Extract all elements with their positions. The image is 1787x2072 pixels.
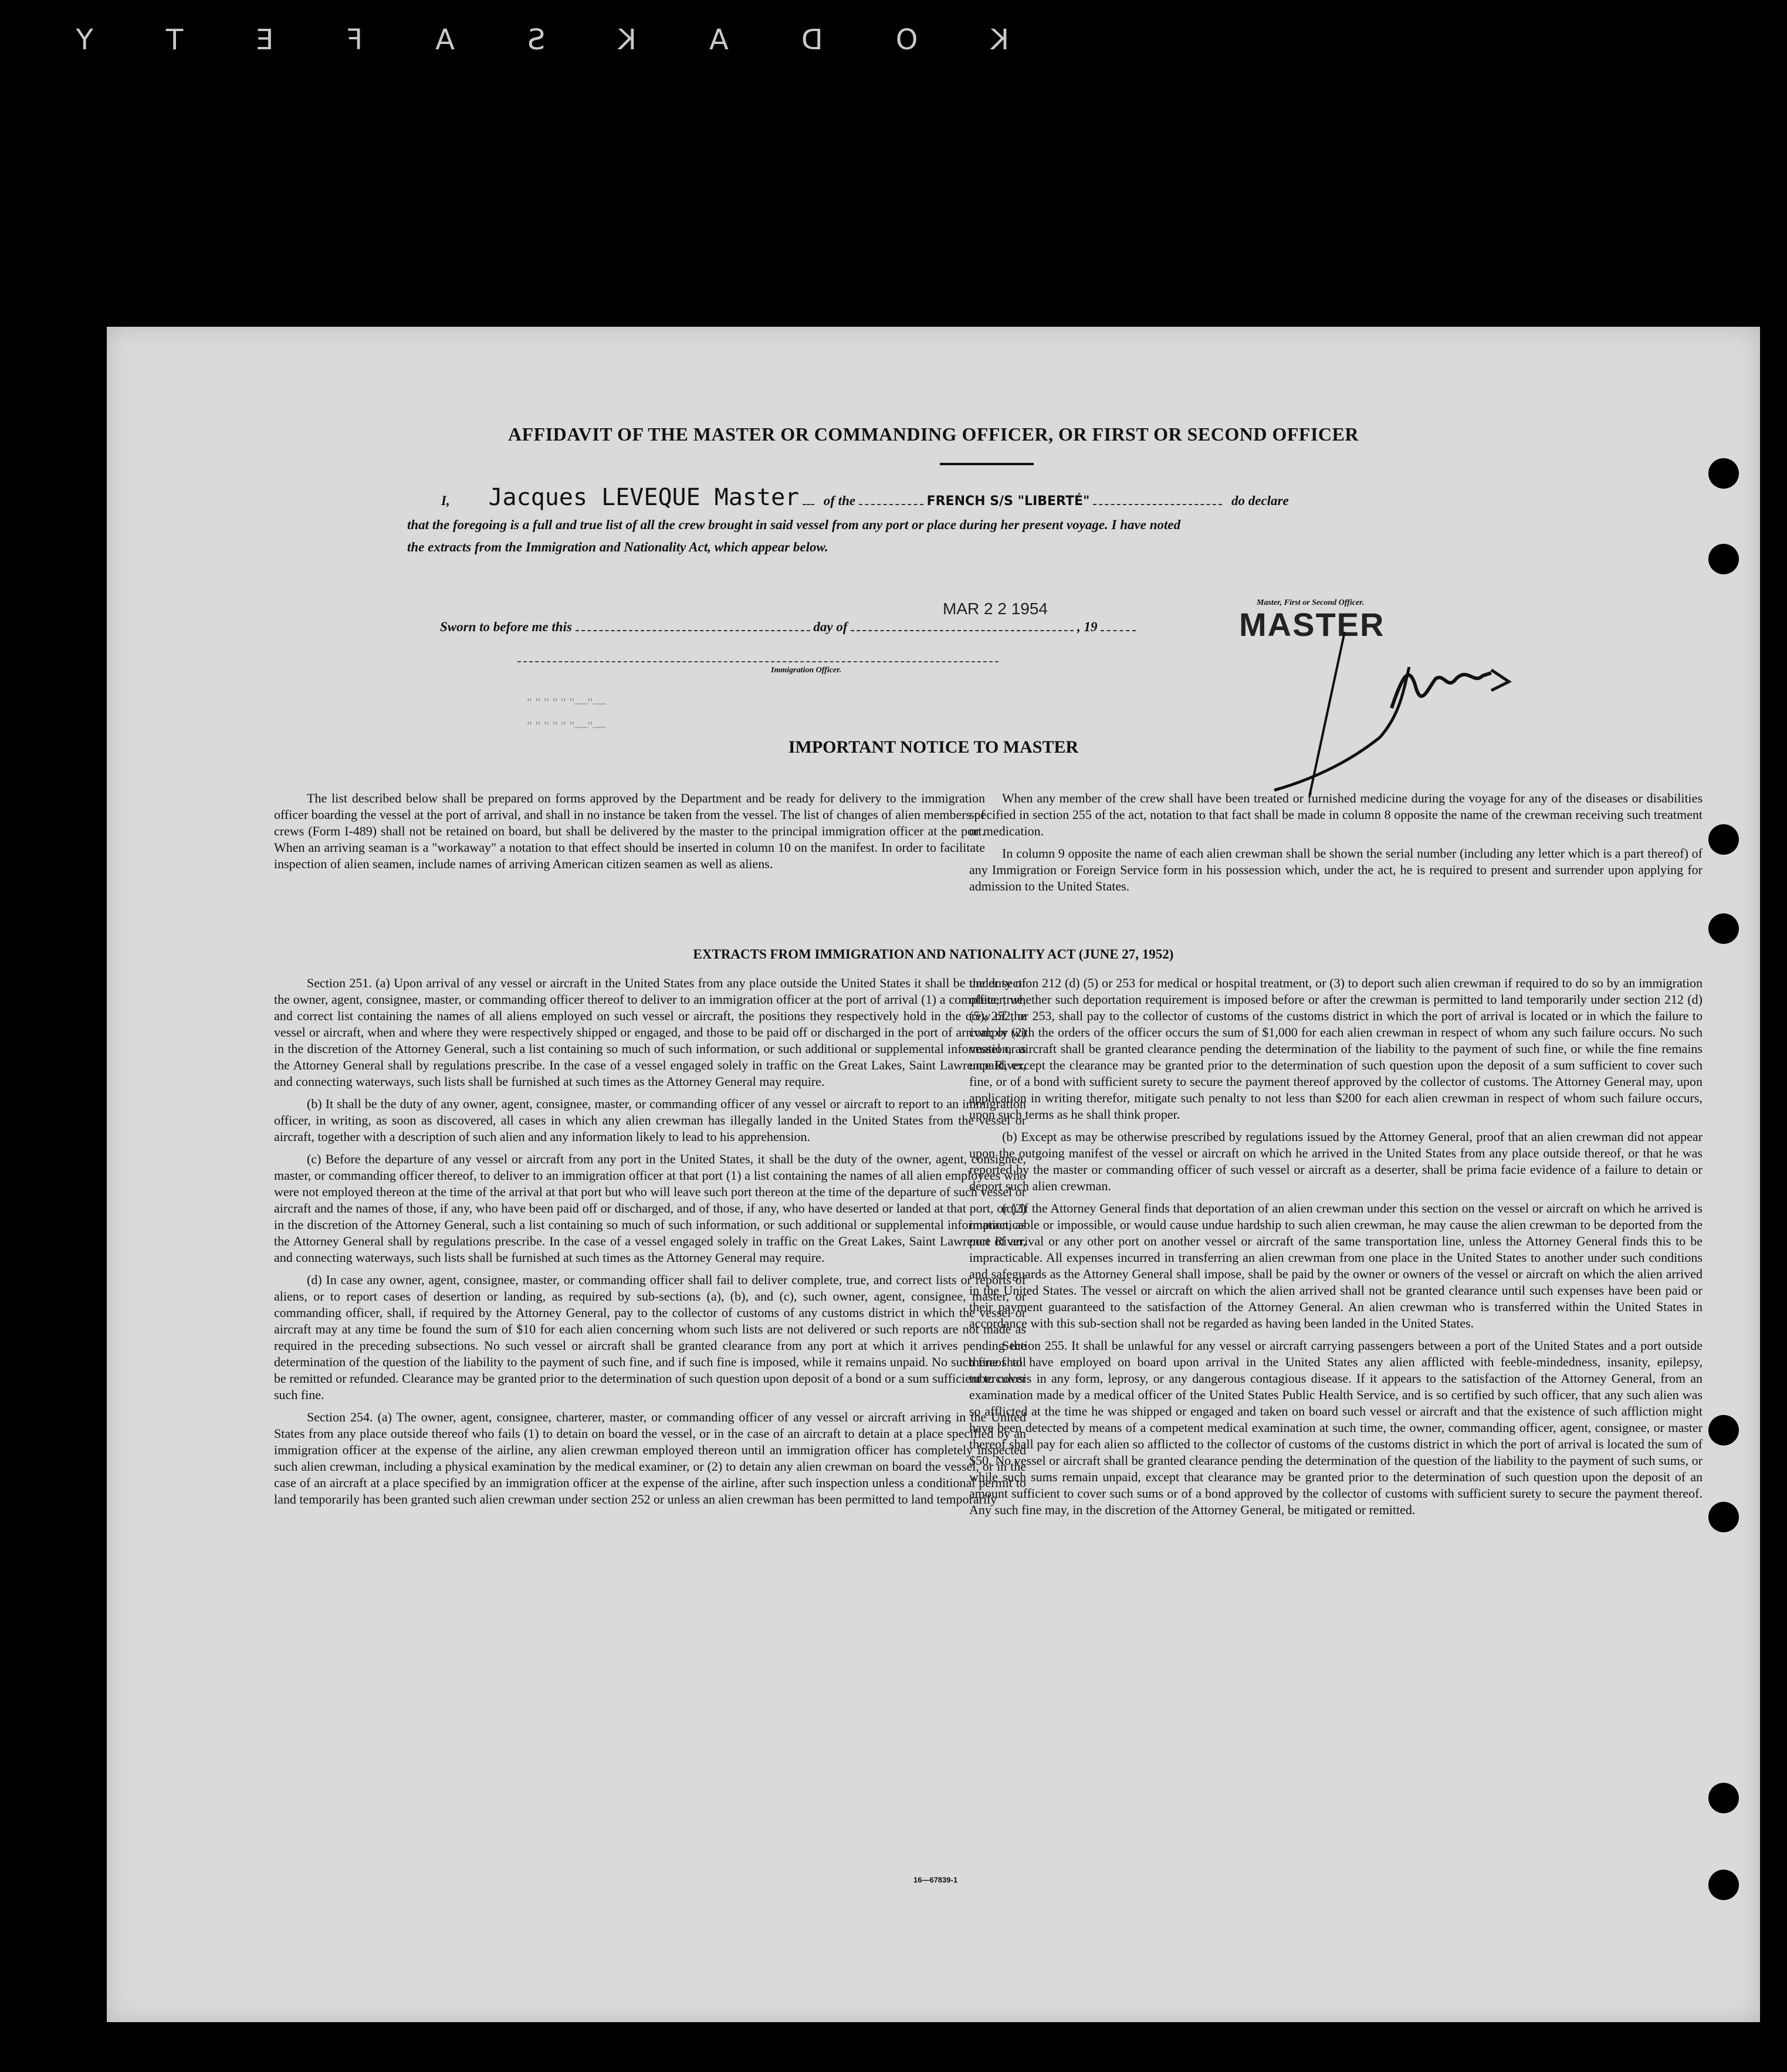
punch-hole — [1708, 824, 1739, 855]
extract-paragraph: under section 212 (d) (5) or 253 for medical or hospital treatment, or (3) to deport such alien crewman if required to do so by an immigration officer, whether such deportation requirement is imposed before or after the crewman is permitted to land temporarily under section 212 (d) (5), 252, or 253, shall pay to the collector of customs of the customs district in which the port of arrival is located or in which the failure to comply with the orders of the officer occurs the sum of $1,000 for each alien crewman in respect of whom any such failure occurs. No such vessel or aircraft shall be granted clearance pending the determination of the liability to the payment of such fine, or while the fine remains unpaid, except the clearance may be granted prior to the determination of such question upon the deposit of a sum sufficient to cover such fine, or of a bond with sufficient surety to secure the payment thereof approved by the collector of customs. The Attorney General may, upon application in writing therefor, mitigate such penalty to not less than $200 for each alien crewman in respect of whom such failure occurs, upon such terms as he shall think proper. — [969, 976, 1703, 1122]
film-letter: O — [892, 23, 918, 56]
document-page — [107, 327, 1760, 2022]
master-name: Jacques LEVEQUE Master — [488, 484, 800, 511]
declaration-line — [441, 484, 1289, 511]
extract-paragraph: (d) In case any owner, agent, consignee, master, or commanding officer shall fail to deliver complete, true, and correct lists or reports of aliens, or to report cases of desertion or landing, as required by sub-sections (a), (b), and (c), such owner, agent, consignee, master, or commanding officer, shall, if required by the Attorney General, pay to the collector of customs of any customs district in which the vessel or aircraft may at any time be found the sum of $10 for each alien concerning whom such lists are not delivered or such reports are not made as required in the preceding subsections. No such vessel or aircraft shall be granted clearance from any port at which it arrives pending the determination of the question of the liability to the payment of such fine, and if such fine is imposed, while it remains unpaid. No such fine shall be remitted or refunded. Clearance may be granted prior to the determination of such question upon deposit of a bond or a sum sufficient to cover such fine. — [274, 1272, 1026, 1402]
punch-hole — [1708, 1783, 1739, 1813]
month-dots — [851, 618, 1074, 631]
extract-paragraph: Section 255. It shall be unlawful for any vessel or aircraft carrying passengers between a port of the United States and a port outside thereof to have employed on board upon arrival in the United States any alien afflicted with feeble-mindedness, insanity, epilepsy, tuberculosis in any form, leprosy, or any dangerous contagious disease. If it appears to the satisfaction of the Attorney General, from an examination made by a medical officer of the United States Public Health Service, and is so certified by such officer, that any such alien was so afflicted at the time he was shipped or engaged and taken on board such vessel or aircraft and that the existence of such affliction might have been detected by means of a competent medical examination at such time, the owner, commanding officer, agent, consignee, or master thereof shall pay for each alien so afflicted to the collector of customs of the customs district in which the port of arrival is located the sum of $50. No vessel or aircraft shall be granted clearance pending the determination of the question of the liability to the payment of such sums, or while such sums remain unpaid, except that clearance may be granted prior to the determination of such question upon the deposit of an amount sufficient to cover such sums or of a bond approved by the collector of customs with sufficient surety to secure the payment thereof. Any such fine may, in the discretion of the Attorney General, be mitigated or remitted. — [969, 1338, 1703, 1517]
film-letter: S — [523, 23, 546, 56]
vessel-dots-left — [859, 492, 923, 505]
ditto-marks: " " " " " "—"— — [527, 695, 606, 710]
affidavit-title: AFFIDAVIT OF THE MASTER OR COMMANDING OFFICER, OR FIRST OR SECOND OFFICER — [508, 424, 1359, 445]
extract-paragraph: (b) It shall be the duty of any owner, agent, consignee, master, or commanding officer of any vessel or aircraft to report to an immigration officer, in writing, as soon as discovered, all cases in which any alien crewman has illegally landed in the United States from the vessel or aircraft, together with a description of such alien and any information likely to lead to his apprehension. — [274, 1096, 1026, 1144]
punch-hole — [1708, 913, 1739, 944]
officer-caption: Immigration Officer. — [771, 666, 842, 675]
notice-right-text-2: In column 9 opposite the name of each alien crewman shall be shown the serial number (including any letter which is a part thereof) of any Immigration or Foreign Service form in his possession which, under the act, he is required to present and surrender upon applying for admission to the United States. — [969, 846, 1703, 893]
punch-hole — [1708, 1502, 1739, 1532]
sworn-line — [440, 618, 1136, 635]
notice-left-text: The list described below shall be prepared on forms approved by the Department and be ready for delivery to the immigration officer boarding the vessel at the port of arrival, and shall in no instance be taken from the vessel. The list of changes of alien members of crews (Form I-489) shall not be retained on board, but shall be delivered by the master to the principal immigration officer at the port. When an arriving seaman is a "workaway" a notation to that effect should be inserted in column 10 on the manifest. In order to facilitate inspection of alien seamen, include names of arriving American citizen seamen as well as aliens. — [274, 791, 985, 871]
vessel-dots-right — [1093, 492, 1222, 505]
extracts-right — [969, 975, 1703, 1524]
punch-hole — [1708, 1415, 1739, 1445]
signature-caption: Master, First or Second Officer. — [1257, 598, 1365, 607]
sworn-label: Sworn to before me this — [440, 619, 572, 634]
film-letter: Y — [72, 23, 93, 56]
film-letter: E — [252, 23, 274, 56]
form-number: 16—67839-1 — [913, 1875, 958, 1884]
name-dots — [803, 492, 814, 505]
do-declare-label: do declare — [1231, 493, 1289, 508]
extracts-title: EXTRACTS FROM IMMIGRATION AND NATIONALITY ACT (JUNE 27, 1952) — [693, 947, 1174, 961]
of-the-label: of the — [823, 493, 856, 508]
officer-signature-line — [517, 661, 999, 662]
notice-left — [274, 790, 985, 878]
date-stamp: MAR 2 2 1954 — [943, 600, 1048, 618]
extract-paragraph: Section 251. (a) Upon arrival of any vessel or aircraft in the United States from any place outside the United States it shall be the duty of the owner, agent, consignee, master, or commanding officer thereof to deliver to an immigration officer at the port of arrival (1) a complete, true, and correct list containing the names of all aliens employed on such vessel or aircraft, the positions they respectively hold in the crew of the vessel or aircraft, when and where they were respectively shipped or engaged, and those to be paid off or discharged in the port of arrival; or (2) in the discretion of the Attorney General, such a list containing so much of such information, or such additional or supplemental information, as the Attorney General shall by regulations prescribe. In the case of a vessel engaged solely in traffic on the Great Lakes, Saint Lawrence River, and connecting waterways, such lists shall be furnished at such times as the Attorney General may require. — [274, 976, 1026, 1089]
master-stamp: MASTER — [1239, 606, 1385, 643]
year-dots — [1101, 618, 1136, 631]
title-rule — [940, 463, 1034, 465]
film-edge-text — [12, 23, 1009, 56]
notice-title: IMPORTANT NOTICE TO MASTER — [788, 737, 1079, 757]
master-signature — [1216, 602, 1521, 802]
film-letter: T — [162, 23, 184, 56]
day-dots — [576, 618, 810, 631]
day-of-label: day of — [813, 619, 848, 634]
extract-paragraph: Section 254. (a) The owner, agent, consignee, charterer, master, or commanding officer of any vessel or aircraft arriving in the United States from any place outside thereof who fails (1) to detain on board the vessel, or in the case of an aircraft to detain at a place specified by an immigration officer at the expense of the airline, any alien crewman employed thereon until an immigration officer has completely inspected such alien crewman, including a physical examination by the medical examiner, or (2) to detain any alien crewman on board the vessel, or in the case of an aircraft at a place specified by an immigration officer at the expense of the airline, after such inspection unless a conditional permit to land temporarily has been granted such alien crewman under section 252 or unless an alien crewman has been permitted to land temporarily — [274, 1410, 1026, 1506]
film-letter: A — [432, 23, 455, 56]
notice-right — [969, 790, 1703, 900]
declaration-prefix: I, — [441, 493, 450, 508]
film-letter: D — [797, 23, 823, 56]
vessel-name: FRENCH S/S "LIBERTÉ" — [926, 494, 1090, 509]
punch-hole — [1708, 544, 1739, 574]
notice-right-text-1: When any member of the crew shall have been treated or furnished medicine during the voyage for any of the diseases or disabilities specified in section 255 of the act, notation to that fact shall be made in column 8 opposite the name of the crewman receiving such treatment or medication. — [969, 791, 1703, 838]
extract-paragraph: (c) If the Attorney General finds that deportation of an alien crewman under this section on the vessel or aircraft on which he arrived is impracticable or impossible, or would cause undue hardship to such alien crewman, he may cause the alien crewman to be deported from the port of arrival or any other port on another vessel or aircraft of the same transportation line, unless the Attorney General finds this to be impracticable. All expenses incurred in transferring an alien crewman from one place in the United States to another under such conditions and safeguards as the Attorney General shall impose, shall be paid by the owner or owners of the vessel or aircraft on which the alien arrived in the United States. The vessel or aircraft on which the alien arrived shall not be granted clearance until such expenses have been paid or their payment guaranteed to the satisfaction of the Attorney General. An alien crewman who is transferred within the United States in accordance with this sub-section shall not be regarded as having been landed in the United States. — [969, 1201, 1703, 1330]
extracts-left — [274, 975, 1026, 1514]
punch-hole — [1708, 458, 1739, 489]
declaration-line-3: the extracts from the Immigration and Nationality Act, which appear below. — [407, 540, 828, 554]
year-label: , 19 — [1077, 619, 1098, 634]
extract-paragraph: (c) Before the departure of any vessel or aircraft from any port in the United States, it shall be the duty of the owner, agent, consignee, master, or commanding officer thereof, to deliver to an immigration officer at that port (1) a list containing the names of all alien employees who were not employed thereon at the time of the arrival at that port but who will leave such port thereon at the time of the departure of such vessel or aircraft and the names of those, if any, who have been paid off or discharged, and of those, if any, who have deserted or landed at that port, or (2) in the discretion of the Attorney General, such a list containing so much of such information, or such additional or supplemental information, as the Attorney General shall by regulations prescribe. In the case of a vessel engaged solely in traffic on the Great Lakes, Saint Lawrence River, and connecting waterways, such lists shall be furnished at such times as the Attorney General may require. — [274, 1152, 1026, 1265]
declaration-line-2: that the foregoing is a full and true list of all the crew brought in said vessel from any port or place during her present voyage. I have noted — [407, 517, 1181, 532]
punch-hole — [1708, 1870, 1739, 1900]
film-letter: K — [987, 23, 1009, 56]
ditto-marks: " " " " " "—"— — [527, 719, 606, 733]
film-letter: A — [705, 23, 729, 56]
extract-paragraph: (b) Except as may be otherwise prescribed by regulations issued by the Attorney General, proof that an alien crewman did not appear upon the outgoing manifest of the vessel or aircraft on which he arrived in the United States from any place outside thereof, or that he was reported by the master or commanding officer of such vessel or aircraft as a deserter, shall be prima facie evidence of a failure to detain or deport such alien crewman. — [969, 1129, 1703, 1193]
film-letter: K — [614, 23, 637, 56]
film-letter: F — [343, 23, 363, 56]
